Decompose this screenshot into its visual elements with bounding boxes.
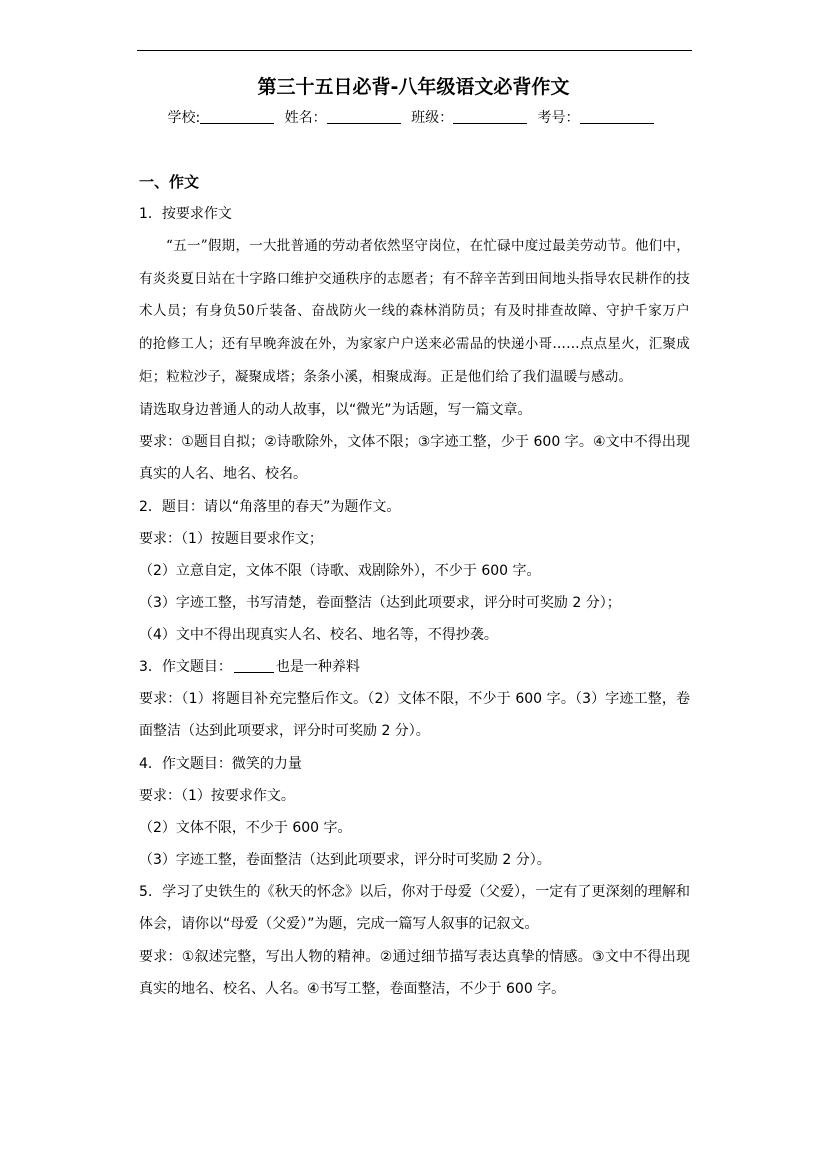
q2-req-3: （3）字迹工整，书写清楚，卷面整洁（达到此项要求，评分时可奖励 2 分）； (139, 594, 621, 611)
q2-req-1: 要求：（1）按题目要求作文； (139, 530, 323, 547)
q1-quote: “五一”假期，一大批普通的劳动者依然坚守岗位，在忙碌中度过最美劳动节。他们中，有炎炎夏日站在十字路口维护交通秩序的志愿者；有不辞辛苦到田间地头指导农民耕作的技术人员；有身负50斤装备、奋战防火一线的森林消防员；有及时排查故障、守护千家万户的抢修工人；还有早晚奔波在外，为家家户户送来必需品的快递小哥……点点星火，汇聚成炬；粒粒沙子，凝聚成塔；条条小溪，相聚成海。正是他们给了我们温暖与感动。 (139, 238, 690, 385)
q1-prompt: 请选取身边普通人的动人故事，以“微光”为话题，写一篇文章。 (139, 401, 532, 418)
school-field[interactable] (200, 109, 274, 124)
class-label: 班级： (411, 110, 454, 126)
school-label: 学校: (167, 110, 201, 126)
name-label: 姓名： (284, 110, 327, 126)
section-heading: 一、作文 (139, 173, 200, 191)
q3-title-suffix: 也是一种养料 (275, 658, 360, 675)
q5-title: 5．学习了史铁生的《秋天的怀念》以后，你对于母爱（父爱），一定有了更深刻的理解和体会，请你以“母爱（父爱）”为题，完成一篇写人叙事的记叙文。 (139, 883, 690, 933)
q3-requirements: 要求：（1）将题目补充完整后作文。（2）文体不限，不少于 600 字。（3）字迹工整，卷面整洁（达到此项要求，评分时可奖励 2 分）。 (139, 690, 690, 740)
q2-req-2: （2）立意自定，文体不限（诗歌、戏剧除外），不少于 600 字。 (139, 562, 541, 579)
header-rule (137, 50, 692, 51)
number-field[interactable] (580, 109, 654, 124)
q2-req-4: （4）文中不得出现真实人名、校名、地名等，不得抄袭。 (139, 626, 498, 643)
document-body (139, 170, 690, 1006)
student-info-line (0, 107, 827, 127)
q4-req-1: 要求：（1）按要求作文。 (139, 787, 295, 804)
q4-title: 4．作文题目：微笑的力量 (139, 755, 302, 772)
number-label: 考号： (537, 110, 580, 126)
q3-title (139, 651, 690, 683)
q3-title-prefix: 3．作文题目： (139, 658, 232, 675)
q1-title: 1．按要求作文 (139, 206, 232, 222)
q2-title: 2．题目：请以“角落里的春天”为题作文。 (139, 498, 401, 515)
name-field[interactable] (327, 109, 401, 124)
q5-requirements: 要求：①叙述完整，写出人物的精神。②通过细节描写表达真挚的情感。③文中不得出现真实的地名、校名、人名。④书写工整，卷面整洁，不少于 600 字。 (139, 948, 690, 998)
q4-req-3: （3）字迹工整，卷面整洁（达到此项要求，评分时可奖励 2 分）。 (139, 851, 551, 868)
q1-requirements: 要求：①题目自拟；②诗歌除外，文体不限；③字迹工整，少于 600 字。④文中不得出现真实的人名、地名、校名。 (139, 433, 690, 483)
page-title: 第三十五日必背-八年级语文必背作文 (257, 76, 570, 98)
q4-req-2: （2）文体不限，不少于 600 字。 (139, 819, 352, 836)
class-field[interactable] (453, 109, 527, 124)
q3-title-blank[interactable] (234, 658, 274, 673)
